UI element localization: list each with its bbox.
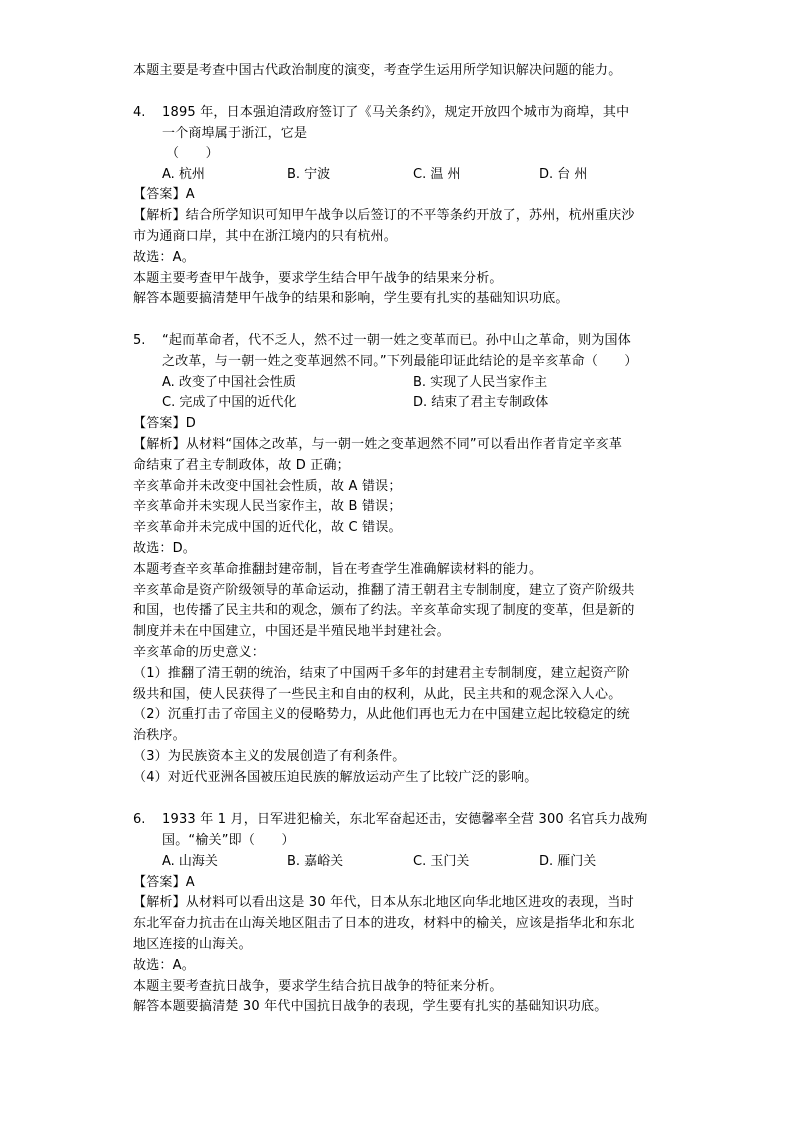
question-6-line: 本题主要考查抗日战争，要求学生结合抗日战争的特征来分析。 [133,979,503,994]
question-4-option-c: C. 温 州 [413,167,461,182]
question-4-option-d: D. 台 州 [539,167,588,182]
question-6-line: 东北军奋力抗击在山海关地区阻击了日本的进攻，材料中的榆关，应该是指华北和东北 [133,916,635,931]
question-5-line: 级共和国，使人民获得了一些民主和自由的权利，从此，民主共和的观念深入人心。 [133,687,622,702]
question-5-line: （2）沉重打击了帝国主义的侵略势力，从此他们再也无力在中国建立起比较稳定的统 [133,707,630,722]
question-6-answer: 【答案】A [133,875,195,890]
question-6-stem-2: 国。“榆关”即（ ） [162,833,295,848]
question-5-line: 辛亥革命的历史意义： [133,645,266,660]
question-4-choice: 故选：A。 [133,250,195,265]
question-5-line: （1）推翻了清王朝的统治，结束了中国两千多年的封建君主专制制度，建立起资产阶 [133,666,630,681]
question-5-stem-2: 之改革，与一朝一姓之变革迥然不同。”下列最能印证此结论的是辛亥革命（ ） [162,354,638,369]
question-5-line: 【解析】从材料“国体之改革，与一朝一姓之变革迥然不同”可以看出作者肯定辛亥革 [133,437,623,452]
question-5-line: （4）对近代亚洲各国被压迫民族的解放运动产生了比较广泛的影响。 [133,770,538,785]
question-6-option-d: D. 雁门关 [539,854,597,869]
question-5-line: 辛亥革命并未完成中国的近代化，故 C 错误。 [133,520,402,535]
question-4-option-b: B. 宁波 [287,167,331,182]
question-4-answer: 【答案】A [133,187,195,202]
question-5-line: 制度并未在中国建立，中国还是半殖民地半封建社会。 [133,624,450,639]
question-4-option-a: A. 杭州 [162,167,205,182]
question-4-note-2: 解答本题要搞清楚甲午战争的结果和影响，学生要有扎实的基础知识功底。 [133,291,569,306]
question-4-blank: （ ） [166,146,219,161]
intro-line: 本题主要是考查中国古代政治制度的演变，考查学生运用所学知识解决问题的能力。 [133,63,622,78]
question-6-stem-1: 1933 年 1 月，日军进犯榆关，东北军奋起还击，安德馨率全营 300 名官兵力战殉 [162,812,648,827]
question-5-line: 辛亥革命并未改变中国社会性质，故 A 错误； [133,479,402,494]
question-5-line: 本题考查辛亥革命推翻封建帝制，旨在考查学生准确解读材料的能力。 [133,562,543,577]
question-4-stem-1: 1895 年，日本强迫清政府签订了《马关条约》，规定开放四个城市为商埠，其中 [162,105,630,120]
question-5-line: 治秩序。 [133,728,186,743]
question-6-number: 6. [133,812,146,827]
question-6-line: 解答本题要搞清楚 30 年代中国抗日战争的表现，学生要有扎实的基础知识功底。 [133,999,608,1014]
question-6-option-c: C. 玉门关 [413,854,470,869]
question-4-note-1: 本题主要考查甲午战争，要求学生结合甲午战争的结果来分析。 [133,271,503,286]
question-5-line: 命结束了君主专制政体，故 D 正确； [133,458,350,473]
question-6-option-a: A. 山海关 [162,854,218,869]
question-5-option-b: B. 实现了人民当家作主 [413,375,548,390]
question-6-line: 故选：A。 [133,958,195,973]
question-5-option-d: D. 结束了君主专制政体 [413,395,549,410]
question-4-analysis-2: 市为通商口岸，其中在浙江境内的只有杭州。 [133,229,398,244]
question-6-line: 【解析】从材料可以看出这是 30 年代，日本从东北地区向华北地区进攻的表现，当时 [133,895,634,910]
question-5-line: 故选：D。 [133,541,197,556]
question-5-line: 辛亥革命是资产阶级领导的革命运动，推翻了清王朝君主专制制度，建立了资产阶级共 [133,583,635,598]
question-4-analysis-1: 【解析】结合所学知识可知甲午战争以后签订的不平等条约开放了，苏州，杭州重庆沙 [133,208,635,223]
question-4-stem-2: 一个商埠属于浙江，它是 [162,126,308,141]
question-5-stem-1: “起而革命者，代不乏人，然不过一朝一姓之变革而已。孙中山之革命，则为国体 [162,333,631,348]
question-5-answer: 【答案】D [133,416,197,431]
question-5-option-a: A. 改变了中国社会性质 [162,375,296,390]
question-5-number: 5. [133,333,146,348]
question-5-line: （3）为民族资本主义的发展创造了有利条件。 [133,749,406,764]
question-6-line: 地区连接的山海关。 [133,937,252,952]
question-5-line: 辛亥革命并未实现人民当家作主，故 B 错误； [133,499,402,514]
question-6-option-b: B. 嘉峪关 [287,854,344,869]
question-5-line: 和国，也传播了民主共和的观念，颁布了约法。辛亥革命实现了制度的变革，但是新的 [133,603,635,618]
question-4-number: 4. [133,105,146,120]
question-5-option-c: C. 完成了中国的近代化 [162,395,297,410]
